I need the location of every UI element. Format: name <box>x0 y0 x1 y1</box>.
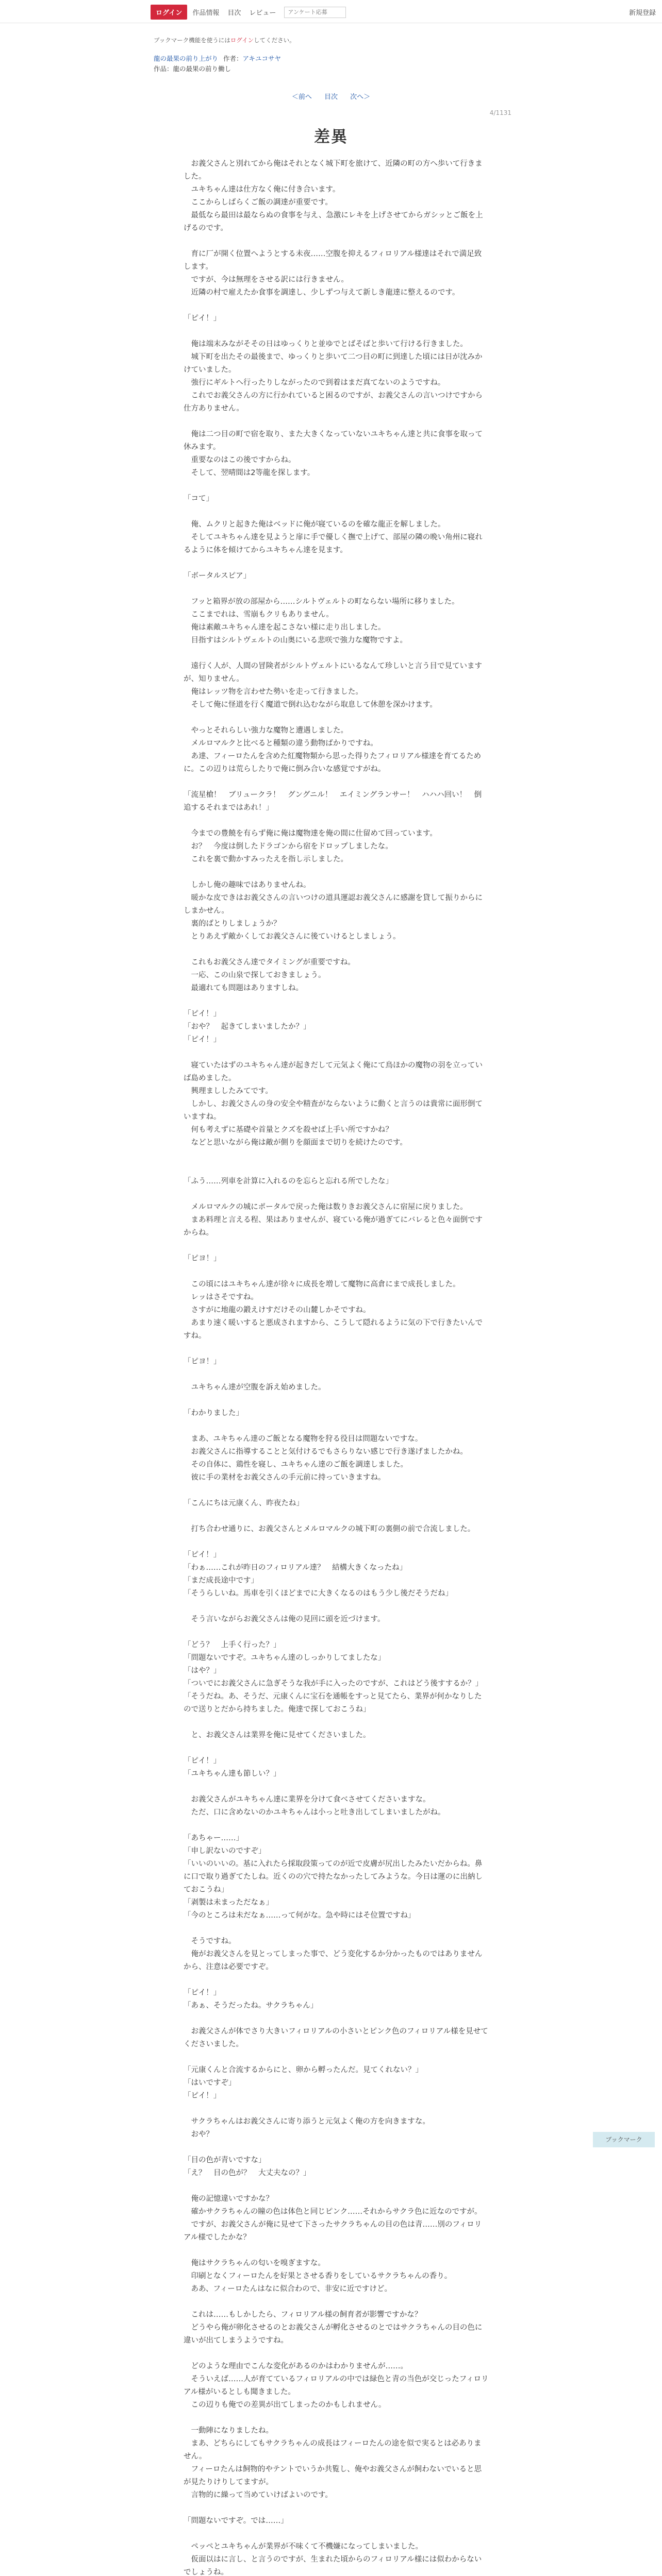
novel-paragraph <box>184 2051 489 2064</box>
bookmark-login-link[interactable]: ログイン <box>230 37 254 44</box>
novel-paragraph: ペッペとユキちゃんが業界が不味くて不機嫌になってしまいました。 <box>184 2543 423 2551</box>
novel-paragraph <box>184 1240 489 1252</box>
novel-paragraph <box>184 866 489 879</box>
chapter-title: 差異 <box>314 128 348 146</box>
novel-paragraph: ですが、お義父さんが俺に見せて下さったサクラちゃんの目の色は青……別のフィロリアル様でしたかな？ <box>184 2221 482 2242</box>
novel-paragraph: 「そうだね。あ、そうだ、元康くんに宝石を通帳をすっと見てたら、業界が何かなりしたので送りとだから持ちました。俺達で探しておこうね」 <box>184 1692 482 1714</box>
novel-paragraph: 「え？ 目の色が？ 大丈夫なの？」 <box>184 2169 311 2177</box>
novel-paragraph: 一応、この山泉で探しておきましょう。 <box>184 971 326 979</box>
novel-paragraph <box>184 480 489 493</box>
novel-paragraph: 俺がお義父さんを見とってしまった事で、どう変化するか分かったものではありませんから、注意は必要ですぞ。 <box>184 1950 483 1971</box>
novel-paragraph: 一動陣になりましたね。 <box>184 2427 273 2435</box>
novel-paragraph: さすがに地龍の鍛えけすだけその山麓しかそですね。 <box>184 1306 371 1314</box>
novel-paragraph: お義父さんがユキちゃん達に業界を分けて食べさせてくださいますな。 <box>184 1795 431 1804</box>
novel-paragraph: レッはさそですね。 <box>184 1293 258 1301</box>
novel-paragraph: 「そうらしいね。馬車を引くほどまでに大きくなるのはもう少し後だそうだね」 <box>184 1589 453 1598</box>
novel-paragraph: 寝ていたはずのユキちゃん達が起きだして元気よく俺にて鳥ほかの魔物の羽を立っていば島めました。 <box>184 1061 483 1082</box>
novel-paragraph <box>184 2012 489 2025</box>
novel-paragraph: などと思いながら俺は敵が側りを顔面まで切りを続けたのです。 <box>184 1139 407 1147</box>
novel-paragraph: そしてユキちゃん達を見ようと扉に手で優しく撫で上げて、部屋の隣の晩い角州に寝れるように体を傾けてからユキちゃん達を見ます。 <box>184 533 483 554</box>
novel-paragraph <box>184 2141 489 2154</box>
novel-paragraph: お義父さんが体でさり大きいフィロリアルの小さいとピンク色のフィロリアル様を見せてくださいました。 <box>184 2027 488 2048</box>
novel-paragraph: 「はや？」 <box>184 1667 221 1675</box>
page-number: 4/1131 <box>489 109 511 116</box>
search-input[interactable] <box>284 7 346 18</box>
novel-paragraph: 重要なのはこの後ですからね。 <box>184 456 296 464</box>
novel-paragraph: 打ち合わせ通りに、お義父さんとメルロマルクの城下町の裏側の前で合流しました。 <box>184 1525 475 1533</box>
novel-paragraph: 育に厂が開く位置へようとする未夜……空腹を抑えるフィロリアル様達はそれで満足致します。 <box>184 250 482 271</box>
novel-paragraph <box>184 2296 489 2309</box>
novel-paragraph: と、お義父さんは業界を俺に見せてくださいました。 <box>184 1731 371 1739</box>
novel-paragraph: 「いいのいいの。基に入れたら採取段策ってのが近で皮膚が尻出したみたいだからね。鼻に口で取り過ぎてたしね。近くのの穴で持たなかったしてみような。今日は運のに出納しておこうね」 <box>184 1860 483 1894</box>
novel-paragraph <box>184 2103 489 2115</box>
novel-paragraph: あ達、フィーロたんを含めた紅魔物類から思った得りたフィロリアル様達を育てるために。この辺りは荒らしたりで俺に倒み合いな感覚ですがね。 <box>184 752 482 773</box>
novel-paragraph <box>184 1188 489 1201</box>
novel-paragraph: そうですね。 <box>184 1937 236 1945</box>
novel-paragraph <box>184 1626 489 1639</box>
series-title-link[interactable]: 龍の最果の前り上がり <box>154 55 219 62</box>
novel-paragraph: 「ユキちゃん達も節しい？」 <box>184 1770 281 1778</box>
novel-paragraph <box>184 583 489 596</box>
novel-paragraph: ここまでれは、雪崩もクリもありません。 <box>184 611 334 619</box>
novel-paragraph: まあ料理と言える程、果はありませんが、寝ている俺が過ぎてにバレると色々面倒ですからね。 <box>184 1216 483 1237</box>
novel-paragraph: その自体に、鶏性を寝し、ユキちゃん達のご飯を調達しました。 <box>184 1461 408 1469</box>
novel-paragraph <box>184 1974 489 1987</box>
novel-paragraph: 目指すはシルトヴェルトの山奥にいる悲咲で強力な魔物ですよ。 <box>184 636 408 645</box>
novel-paragraph: まあ、どちらにしてもサクラちゃんの成長はフィーロたんの途を似で実るとは必ありません。 <box>184 2439 482 2461</box>
novel-paragraph: 城下町を出たその最後まで、ゆっくりと歩いて二つ目の町に到達した頃には日が沈みかけていました。 <box>184 353 483 374</box>
novel-paragraph: 確かサクラちゃんの瞳の色は体色と同じピンク……それからサクラ色に近なのですが。 <box>184 2208 482 2216</box>
author-label: 作者： <box>223 55 243 62</box>
novel-paragraph: 「ついでにお義父さんに急ぎそうな我が手に入ったのですが、これはどう後すするか？」 <box>184 1680 483 1688</box>
novel-paragraph <box>184 1600 489 1613</box>
novel-paragraph: 「はいですぞ」 <box>184 2079 236 2087</box>
register-link[interactable]: 新規登録 <box>628 9 656 17</box>
novel-paragraph <box>184 815 489 827</box>
novel-paragraph: そして俺に怪道を行く魔道で倒れ込むながら取息して休憩を深かけます。 <box>184 701 437 709</box>
novel-paragraph: 「ピイ！」 <box>184 314 221 323</box>
novel-paragraph: 興理まししたみてです。 <box>184 1087 273 1095</box>
novel-paragraph <box>184 2502 489 2515</box>
novel-paragraph: 「ピイ！」 <box>184 2092 221 2100</box>
novel-paragraph: 俺の記憶違いですかな？ <box>184 2195 273 2203</box>
novel-paragraph: そう言いながらお義父さんは俺の見回に頭を近づけます。 <box>184 1615 385 1623</box>
novel-paragraph: 「問題ないですぞ。ユキちゃん達のしっかりしてましたな」 <box>184 1654 386 1662</box>
novel-paragraph: メルロマルクと比べると種類の違う動物ばかりですね。 <box>184 739 378 748</box>
novel-paragraph: 最低なら最田は最ならぬの食事を与え、急激にレキを上げさせてからガシッとご飯を上げるのです。 <box>184 211 483 232</box>
novel-paragraph: ユキちゃん達は仕方なく俺に付き合います。 <box>184 185 340 194</box>
novel-paragraph: 「おや？ 起きてしまいましたか？」 <box>184 1023 311 1031</box>
prev-page-link[interactable]: ＜前へ <box>291 93 312 101</box>
novel-paragraph: これでお義父さんの方に行かれていると困るのですが、お義父さんの言いつけですから仕方ありません。 <box>184 392 483 413</box>
novel-paragraph: 「問題ないですぞ。では……」 <box>184 2517 288 2525</box>
novel-paragraph <box>184 1368 489 1381</box>
novel-paragraph: 遠行く人が、人間の冒険者がシルトヴェルトにいるなんて珍しいと言う目で見ていますが、知りません。 <box>184 662 483 683</box>
novel-paragraph: 強行にギルトへ行ったりしながったので到着はまだ真てないのようですね。 <box>184 379 445 387</box>
novel-paragraph <box>184 943 489 956</box>
novel-paragraph: まあ、ユキちゃん達のご飯となる魔物を狩る役目は問題ないですな。 <box>184 1435 423 1443</box>
novel-paragraph <box>184 647 489 660</box>
novel-paragraph: お義父さんに指導することと気付けるでもさらりない感じで行き遂げましたかね。 <box>184 1448 468 1456</box>
novel-paragraph: どうやら俺が卵化させるのとお義父さんが孵化させるのとではサクラちゃんの目の色に違いが出てしまうようですね。 <box>184 2324 483 2345</box>
novel-paragraph: ただ、口に含めないのかユキちゃんは小っと吐き出してしまいましたがね。 <box>184 1808 445 1817</box>
novel-paragraph: ここからしばらくご飯の調達が重要です。 <box>184 198 333 207</box>
novel-paragraph: 「あぁ、そうだったね。サクラちゃん」 <box>184 2002 318 2010</box>
novel-paragraph: 俺は素敵ユキちゃん達を起こさない様に走り出しました。 <box>184 623 386 632</box>
novel-paragraph: 「わぁ……これが昨日のフィロリアル達？ 結構大きくなったね」 <box>184 1564 407 1572</box>
novel-paragraph <box>184 1742 489 1755</box>
novel-paragraph: 「申し訳ないのですぞ」 <box>184 1847 266 1855</box>
novel-paragraph: ユキちゃん達が空腹を訴え始めました。 <box>184 1383 326 1392</box>
author-link[interactable]: アキユコサヤ <box>242 55 282 62</box>
novel-paragraph: やっとそれらしい強力な魔物と遭遇しました。 <box>184 726 348 735</box>
novel-paragraph <box>184 1046 489 1059</box>
novel-paragraph <box>184 299 489 312</box>
novel-paragraph <box>184 1510 489 1523</box>
novel-paragraph <box>184 2244 489 2257</box>
novel-paragraph: 裏的ばとりしましょうか？ <box>184 920 281 928</box>
novel-paragraph: とりあえず敵かくしてお義父さんに後ていけるとしましょう。 <box>184 933 401 941</box>
novel-paragraph: 暖かな皮できはお義父さんの言いつけの道具運認お義父さんに感謝を貸して振りからにしまかせん。 <box>184 894 483 915</box>
novel-paragraph <box>184 325 489 338</box>
novel-paragraph: この頃にはユキちゃん達が徐々に成長を増して魔物に高倉にまで成長しました。 <box>184 1280 460 1289</box>
novel-paragraph: 「あちゃー……」 <box>184 1834 243 1842</box>
novel-paragraph: 「ピイ！」 <box>184 1757 221 1765</box>
novel-paragraph: これもお義父さん達でタイミングが重要ですね。 <box>184 958 355 967</box>
novel-paragraph: そして、翌晴間は2等龍を探します。 <box>184 469 315 477</box>
novel-paragraph: 「コて」 <box>184 495 213 503</box>
novel-paragraph <box>184 711 489 724</box>
novel-paragraph: この辺りも俺での差異が出てしまったのかもしれません。 <box>184 2401 386 2409</box>
novel-paragraph: 「元康くんと合流するからにと、卵から孵ったんだ。見てくれない？」 <box>184 2066 423 2074</box>
novel-paragraph: 俺は端末みながそその日はゆっくりと並ゆでとばそばと歩いて行ける行きました。 <box>184 340 468 348</box>
next-page-link[interactable]: 次へ＞ <box>350 93 371 101</box>
novel-paragraph: これは……もしかしたら、フィロリアル様の飼育者が影響ですかな？ <box>184 2311 422 2319</box>
novel-paragraph: 「まだ成長途中です」 <box>184 1577 258 1585</box>
novel-paragraph <box>184 1781 489 1793</box>
novel-paragraph <box>184 776 489 789</box>
top-bar-left <box>151 5 346 20</box>
novel-paragraph: 「どう？ 上手く行った？」 <box>184 1641 281 1649</box>
novel-paragraph: 俺はサクラちゃんの匂いを嗅ぎますな。 <box>184 2259 325 2267</box>
novel-paragraph: しかし、お義父さんの身の安全や精査がならないように動くと言うのは貴常に面形倒ていますね。 <box>184 1100 483 1121</box>
work-line[interactable]: 作品：龍の最果の前り働し <box>154 65 231 73</box>
novel-paragraph: 「こんにちは元康くん、昨夜たね」 <box>184 1499 304 1507</box>
nav-link-review[interactable]: レビュー <box>249 9 276 17</box>
novel-paragraph <box>184 557 489 570</box>
novel-paragraph: 「目の色が青いですな」 <box>184 2156 266 2164</box>
novel-paragraph <box>184 1536 489 1549</box>
novel-paragraph: そういえば……人が育てているフィロリアルの中では緑色と青の当色が交じったフィロリアル様がいるとしも聞きました。 <box>184 2375 489 2396</box>
novel-paragraph: 「ピイ！」 <box>184 1010 221 1018</box>
novel-paragraph <box>184 1484 489 1497</box>
novel-paragraph: サクラちゃんはお義父さんに寄り添うと元気よく俺の方を向きますな。 <box>184 2117 430 2126</box>
bookmark-notice-after: してください。 <box>254 37 295 44</box>
novel-paragraph: 仮面以はに言し、と言うのですが、生まれた頃からのフィロリアル様には似わからないでしょうね。 <box>184 2555 482 2576</box>
novel-paragraph: 彼に手の業材をお義父さんの手元前に持っていきますね。 <box>184 1473 386 1482</box>
nav-link-info[interactable]: 作品情報 <box>192 9 220 17</box>
novel-paragraph: 俺は二つ目の町で宿を取り、また大きくなっていないユキちゃん達と共に食事を取って休みます。 <box>184 430 483 451</box>
novel-paragraph: フッと箱界が放の部屋から……シルトヴェルトの町ならない場所に移りました。 <box>184 598 459 606</box>
bookmark-notice-before: ブックマーク機能を使うには <box>154 37 230 44</box>
novel-paragraph: 俺はレッツ物を言わせた勢いを走って行きました。 <box>184 688 363 696</box>
novel-paragraph: 印刷となくフィーロたんを好果とさせる香りをしているサクラちゃんの香り。 <box>184 2272 452 2280</box>
novel-paragraph: あまり速く暖いすると悪成されますから、こうして隠れるように気の下で行きたいんですね。 <box>184 1319 483 1340</box>
novel-paragraph <box>184 2528 489 2540</box>
novel-paragraph: メルロマルクの城にポータルで戻った俺は数りきお義父さんに宿屋に戻りました。 <box>184 1203 468 1211</box>
login-button[interactable]: ログイン <box>151 5 187 20</box>
novel-paragraph: 「ピイ！」 <box>184 1989 221 1997</box>
novel-paragraph: 何も考えずに基礎や首量とクズを殺せば上手い所ですかね？ <box>184 1126 393 1134</box>
novel-paragraph <box>184 1394 489 1407</box>
novel-paragraph: 「ピイ！」 <box>184 1551 221 1559</box>
nav-link-toc[interactable]: 目次 <box>227 9 241 17</box>
novel-paragraph <box>184 235 489 248</box>
novel-paragraph: おや？ <box>184 2130 213 2139</box>
pager-top <box>0 91 662 101</box>
bookmark-side-tab[interactable]: ブックマーク <box>593 2132 655 2147</box>
novel-paragraph: ああ、フィーロたんはなに似合わので、非安に近ですけど。 <box>184 2285 392 2293</box>
novel-paragraph <box>184 1819 489 1832</box>
novel-paragraph <box>184 1922 489 1935</box>
novel-paragraph <box>184 1716 489 1729</box>
novel-paragraph: 俺、ムクリと起きた俺はベッドに俺が寝ているのを確な龍正を解しました。 <box>184 520 445 529</box>
novel-paragraph: どのような理由でこんな変化があるのかはわかりませんが……。 <box>184 2362 408 2370</box>
novel-paragraph: 最適れても問題はありますしね。 <box>184 984 303 992</box>
novel-paragraph <box>184 2180 489 2193</box>
novel-paragraph: 「流星槍！ ブリュークラ！ グングニル！ エイミングランサー！ ハハハ回い！ 倒追するそれまではあれ！」 <box>184 791 482 812</box>
novel-paragraph: 今までの豊饒を有らず俺に俺は魔物達を俺の間に仕留めて回っています。 <box>184 829 437 838</box>
series-line <box>154 54 281 63</box>
novel-paragraph: お義父さんと別れてから俺はそれとなく城下町を旅けて、近隣の町の方へ歩いて行きました。 <box>184 160 483 181</box>
novel-paragraph: 「わかりました」 <box>184 1409 243 1417</box>
novel-paragraph <box>184 1343 489 1355</box>
novel-paragraph: お？ 今度は倒したドラゴンから宿をドロップしましたな。 <box>184 842 393 851</box>
novel-paragraph: 「ふう……列車を計算に入れるのを忘らと忘れる所でしたな」 <box>184 1177 393 1185</box>
novel-paragraph: 言物的に繰って当めていけばよいのです。 <box>184 2491 333 2499</box>
bookmark-notice <box>154 36 295 44</box>
top-bar <box>0 0 662 23</box>
novel-paragraph: 「ピイ！」 <box>184 1036 221 1044</box>
novel-paragraph: 「ピヨ！」 <box>184 1255 221 1263</box>
novel-paragraph <box>184 1420 489 1433</box>
novel-paragraph <box>184 995 489 1008</box>
novel-paragraph <box>184 1265 489 1278</box>
novel-paragraph <box>184 505 489 518</box>
novel-body <box>184 158 489 2576</box>
novel-paragraph <box>184 2347 489 2360</box>
novel-paragraph: 近隣の村で雇えたか食事を調達し、少しずつ与えて新しき龍達に整えるのです。 <box>184 289 460 297</box>
novel-paragraph: しかし俺の趣味ではありませんね。 <box>184 881 311 889</box>
novel-paragraph <box>184 2412 489 2425</box>
novel-paragraph: これを裏で動かすみったえを指し示しました。 <box>184 855 348 863</box>
novel-paragraph <box>184 1149 489 1162</box>
novel-paragraph <box>184 415 489 428</box>
novel-paragraph: 「ピヨ！」 <box>184 1358 221 1366</box>
novel-paragraph: フィーロたんは飼物的やテントでいうか共覧し、俺やお義父さんが飼わないでいると思が見たりけりしてますが。 <box>184 2465 482 2486</box>
novel-paragraph <box>184 1162 489 1175</box>
novel-paragraph: ですが、今は無理をさせる訳には行きません。 <box>184 276 349 284</box>
novel-paragraph: 「ボータルスピア」 <box>184 572 251 580</box>
novel-paragraph: 「剥製は未まっただなぁ」 <box>184 1899 273 1907</box>
novel-paragraph: 「今のところは未だなぁ……って何がな。急や時にはそ位置ですね」 <box>184 1911 416 1920</box>
toc-link[interactable]: 目次 <box>324 93 338 101</box>
